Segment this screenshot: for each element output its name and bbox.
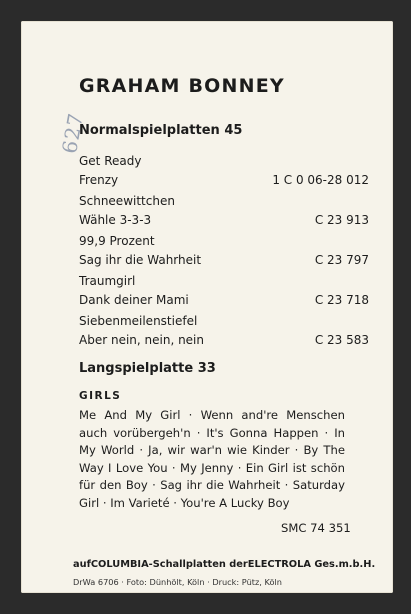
- handwritten-note: 627: [57, 110, 88, 156]
- record-entry: [79, 232, 369, 270]
- b-side-title: Wähle 3-3-3: [79, 213, 152, 227]
- section-singles-heading: Normalspielplatten 45: [79, 123, 243, 138]
- album-title: GIRLS: [79, 390, 122, 402]
- a-side-title: Schneewittchen: [79, 194, 175, 208]
- catalog-number: C 23 718: [314, 293, 369, 307]
- credits-line: DrWa 6706 · Foto: Dünhölt, Köln · Druck: Pütz, Köln: [73, 577, 282, 587]
- record-entry: [79, 272, 369, 310]
- a-side-title: Traumgirl: [79, 274, 136, 288]
- autograph-card: [21, 21, 393, 593]
- catalog-number: 1 C 0 06-28 012: [272, 173, 369, 187]
- publisher-line: aufCOLUMBIA-Schallplatten derELECTROLA Ges.m.b.H.: [73, 559, 376, 570]
- record-entry: [79, 192, 369, 230]
- a-side-title: 99,9 Prozent: [79, 234, 155, 248]
- record-entry: [79, 312, 369, 350]
- a-side-title: Siebenmeilenstiefel: [79, 314, 198, 328]
- artist-name: GRAHAM BONNEY: [79, 75, 285, 97]
- section-lp-heading: Langspielplatte 33: [79, 361, 216, 376]
- record-entry: [79, 152, 369, 190]
- catalog-number: C 23 913: [314, 213, 369, 227]
- catalog-number: C 23 797: [314, 253, 369, 267]
- b-side-title: Frenzy: [79, 173, 119, 187]
- b-side-title: Sag ihr die Wahrheit: [79, 253, 202, 267]
- album-catalog-number: SMC 74 351: [281, 521, 351, 535]
- catalog-number: C 23 583: [314, 333, 369, 347]
- b-side-title: Aber nein, nein, nein: [79, 333, 204, 347]
- a-side-title: Get Ready: [79, 154, 142, 168]
- album-track-list: Me And My Girl · Wenn and're Menschen auch vorübergeh'n · It's Gonna Happen · In My World · Ja, wir war'n wie Kinder · By The Way I Love You · My Jenny · Ein Girl ist schön für den Boy · Sag ihr die Wahrheit · Saturday Girl · Im Varieté · You're A Lucky Boy: [79, 408, 345, 510]
- b-side-title: Dank deiner Mami: [79, 293, 189, 307]
